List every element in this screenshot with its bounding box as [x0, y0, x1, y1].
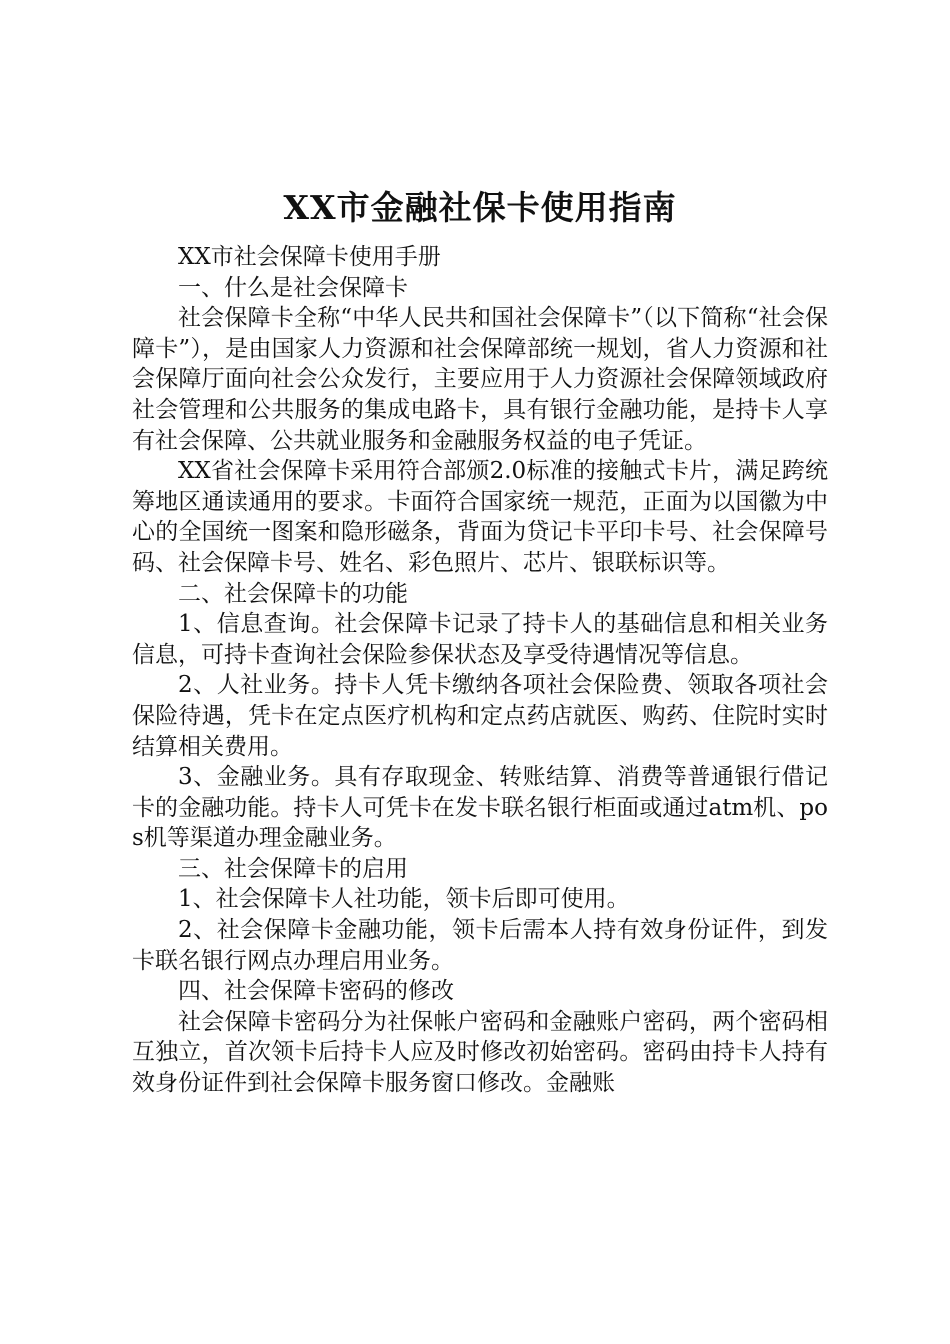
section-heading-2: 二、社会保障卡的功能 — [178, 580, 408, 607]
section-heading-4: 四、社会保障卡密码的修改 — [178, 978, 454, 1005]
section-heading-1: 一、什么是社会保障卡 — [178, 274, 408, 301]
body-paragraph: 社会保障卡全称“中华人民共和国社会保障卡”（以下简称“社会保障卡”），是由国家人力资源和社会保障部统一规划，省人力资源和社会保障厅面向社会公众发行，主要应用于人力资源社会保障领域政府社会管理和公共服务的集成电路卡，具有银行金融功能，是持卡人享有社会保障、公共就业服务和金融服务权益的电子凭证。 — [132, 305, 828, 454]
body-paragraph: 社会保障卡密码分为社保帐户密码和金融账户密码，两个密码相互独立，首次领卡后持卡人应及时修改初始密码。密码由持卡人持有效身份证件到社会保障卡服务窗口修改。金融账 — [132, 1008, 828, 1097]
section-heading-3: 三、社会保障卡的启用 — [178, 855, 408, 882]
list-item: 1、信息查询。社会保障卡记录了持卡人的基础信息和相关业务信息，可持卡查询社会保险参保状态及享受待遇情况等信息。 — [132, 611, 828, 668]
subtitle-line: XX市社会保障卡使用手册 — [178, 244, 441, 270]
list-item: 1、社会保障卡人社功能，领卡后即可使用。 — [178, 886, 630, 913]
document-page — [132, 180, 828, 1099]
list-item: 3、金融业务。具有存取现金、转账结算、消费等普通银行借记卡的金融功能。持卡人可凭卡在发卡联名银行柜面或通过atm机、pos机等渠道办理金融业务。 — [132, 764, 828, 852]
body-paragraph: XX省社会保障卡采用符合部颁2.0标准的接触式卡片，满足跨统筹地区通读通用的要求。卡面符合国家统一规范，正面为以国徽为中心的全国统一图案和隐形磁条，背面为贷记卡平印卡号、社会保障号码、社会保障卡号、姓名、彩色照片、芯片、银联标识等。 — [132, 458, 828, 576]
list-item: 2、人社业务。持卡人凭卡缴纳各项社会保险费、领取各项社会保险待遇，凭卡在定点医疗机构和定点药店就医、购药、住院时实时结算相关费用。 — [132, 672, 828, 760]
document-title: XX市金融社保卡使用指南 — [283, 188, 677, 227]
list-item: 2、社会保障卡金融功能，领卡后需本人持有效身份证件，到发卡联名银行网点办理启用业务。 — [132, 917, 828, 974]
